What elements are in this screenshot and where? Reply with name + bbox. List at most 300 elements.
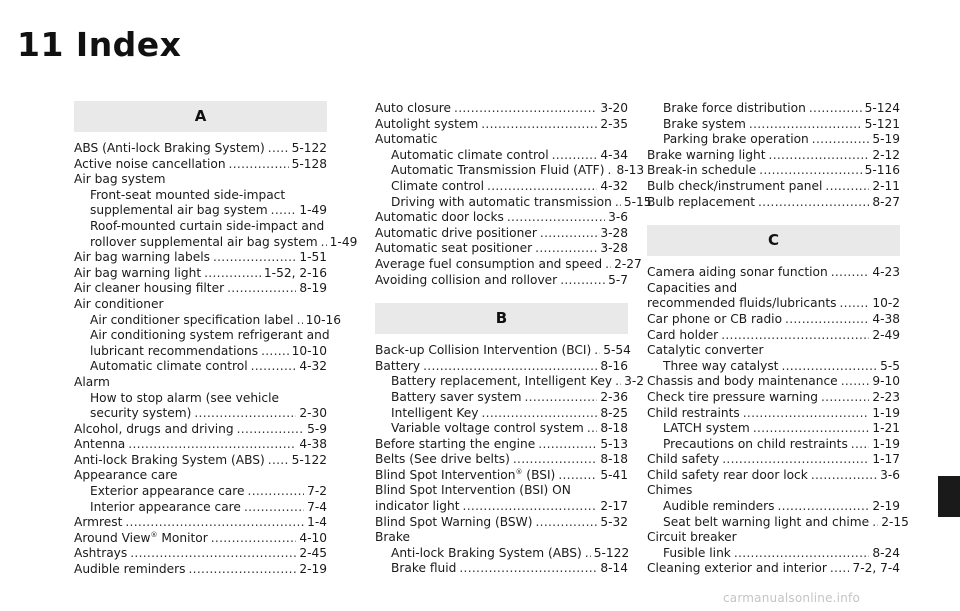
- leader-dots: [743, 406, 870, 422]
- leader-dots: [851, 437, 870, 453]
- entry-label: [391, 179, 484, 195]
- entry-label: [90, 391, 279, 405]
- index-entry: [74, 375, 327, 391]
- page-reference: 4-38: [872, 311, 900, 326]
- entry-label: [391, 148, 549, 164]
- index-subentry: [74, 234, 358, 251]
- index-entry: [375, 132, 628, 148]
- index-entry: [375, 452, 628, 468]
- index-entry: [375, 117, 628, 133]
- page-reference: 2-35: [600, 116, 628, 131]
- page-reference: 3-2: [624, 374, 645, 389]
- index-subentry: [74, 219, 327, 235]
- index-entry: [375, 273, 628, 289]
- entry-label-text: Brake fluid: [391, 561, 457, 576]
- leader-dots: [769, 148, 870, 164]
- index-subentry: [375, 163, 645, 179]
- index-subentry: [375, 374, 645, 390]
- page-reference: 1-49: [329, 234, 358, 249]
- entry-label-text: Precautions on child restraints: [663, 436, 848, 451]
- page-reference: 1-19: [872, 405, 900, 420]
- leader-dots: [721, 328, 869, 344]
- entry-label-text: Antenna: [74, 437, 126, 452]
- entry-label-text: rollover supplemental air bag system: [90, 234, 318, 249]
- entry-label: [74, 375, 110, 389]
- entry-label-text: Air conditioner specification label: [90, 312, 294, 327]
- entry-label: [90, 344, 258, 360]
- entry-label-text: Capacities and: [647, 280, 738, 295]
- entry-label-text: Brake force distribution: [663, 101, 806, 115]
- index-entry: [375, 359, 628, 375]
- entry-label: [391, 390, 521, 406]
- entry-label-suffix: Monitor: [157, 530, 208, 545]
- entry-label: [375, 343, 591, 359]
- leader-dots: [753, 421, 870, 437]
- page-reference: 5-5: [880, 358, 900, 373]
- index-entry: [647, 343, 900, 359]
- entry-label-text: Circuit breaker: [647, 530, 737, 545]
- entry-label-text: Exterior appearance care: [90, 484, 245, 499]
- leader-dots: [812, 132, 870, 148]
- entry-label: [90, 219, 324, 233]
- chapter-tab-marker: [938, 476, 960, 517]
- index-subentry: [74, 188, 327, 204]
- page-reference: 8-16: [600, 358, 628, 373]
- entry-label-text: Automatic door locks: [375, 210, 504, 225]
- registered-mark: ®: [150, 530, 158, 539]
- entry-label: [647, 468, 808, 484]
- entry-label: [663, 499, 775, 515]
- leader-dots: [463, 499, 598, 515]
- entry-label: [74, 546, 127, 562]
- page-reference: 7-2: [307, 484, 327, 499]
- index-entry: [647, 530, 900, 546]
- page-reference: 1-51: [299, 250, 327, 265]
- index-entry: [375, 101, 628, 117]
- leader-dots: [487, 179, 597, 195]
- leader-dots: [615, 195, 621, 211]
- entry-label-text: Battery: [375, 358, 421, 373]
- entry-label-text: Ashtrays: [74, 546, 128, 561]
- entry-label: [74, 157, 226, 173]
- entry-label: [391, 374, 612, 390]
- entry-label-text: Appearance care: [74, 468, 178, 483]
- leader-dots: [268, 141, 289, 157]
- index-entry: [74, 515, 327, 531]
- index-entry: [375, 468, 628, 484]
- leader-dots: [297, 313, 303, 329]
- entry-label-text: Brake system: [663, 116, 746, 131]
- entry-label-text: Intelligent Key: [391, 405, 479, 420]
- index-subentry: [647, 421, 900, 437]
- entry-label: [375, 273, 557, 289]
- entry-label: [647, 452, 719, 468]
- entry-label-text: Child restraints: [647, 405, 740, 420]
- index-entry: [647, 390, 900, 406]
- index-subentry: [74, 391, 327, 407]
- entry-label: [647, 328, 718, 344]
- page-reference: 1-4: [307, 515, 327, 530]
- page-reference: 5-124: [864, 101, 900, 115]
- page-reference: 10-16: [305, 312, 341, 327]
- index-subentry: [74, 203, 327, 219]
- entry-label-text: LATCH system: [663, 421, 750, 436]
- leader-dots: [758, 195, 869, 211]
- page-reference: 1-19: [872, 436, 900, 451]
- index-subentry: [375, 561, 628, 577]
- entry-label: [647, 530, 737, 544]
- entry-label: [375, 468, 555, 484]
- entry-label: [647, 561, 827, 577]
- entry-label-text: Automatic climate control: [90, 359, 248, 374]
- leader-dots: [781, 359, 877, 375]
- index-subentry: [74, 406, 327, 422]
- entry-label-text: Catalytic converter: [647, 343, 764, 358]
- section-header-b: B: [375, 303, 628, 334]
- entry-label-text: Climate control: [391, 178, 485, 193]
- page-reference: 8-13: [616, 163, 645, 178]
- index-column-1: [74, 101, 358, 578]
- entry-label-text: supplemental air bag system: [90, 203, 268, 218]
- entry-label-text: Variable voltage control system: [391, 421, 584, 436]
- entry-label-text: Air bag system: [74, 172, 166, 187]
- entry-label-text: Average fuel consumption and speed: [375, 256, 603, 271]
- entry-label-text: Blind Spot Warning (BSW): [375, 514, 533, 529]
- leader-dots: [722, 452, 869, 468]
- entry-label: [375, 437, 535, 453]
- leader-dots: [825, 179, 869, 195]
- index-entry: [647, 468, 900, 484]
- leader-dots: [261, 344, 289, 360]
- entry-label: [375, 530, 410, 544]
- index-subentry: [74, 359, 327, 375]
- leader-dots: [125, 515, 304, 531]
- page-reference: 5-9: [307, 421, 327, 436]
- leader-dots: [839, 296, 869, 312]
- entry-label-text: Automatic climate control: [391, 147, 549, 162]
- page-reference: 5-116: [864, 163, 900, 178]
- entry-label: [663, 132, 809, 148]
- entry-label: [647, 148, 766, 164]
- index-entry: [647, 148, 900, 164]
- index-column-3: [647, 101, 909, 577]
- page-reference: 8-18: [600, 452, 628, 467]
- page-reference: 5-7: [608, 272, 628, 287]
- registered-mark: ®: [515, 467, 523, 476]
- entry-label: [647, 312, 782, 328]
- page-reference: 2-49: [872, 327, 900, 342]
- index-subentry: [647, 546, 900, 562]
- page-reference: 3-20: [600, 101, 628, 115]
- page-reference: 2-12: [872, 147, 900, 162]
- leader-dots: [194, 406, 296, 422]
- entry-label-text: recommended fluids/lubricants: [647, 296, 837, 311]
- index-subentry: [647, 132, 900, 148]
- leader-dots: [204, 266, 261, 282]
- page-reference: 2-23: [872, 389, 900, 404]
- entry-label: [74, 531, 208, 547]
- page-reference: 2-30: [299, 406, 327, 421]
- leader-dots: [244, 500, 304, 516]
- entry-label-text: Car phone or CB radio: [647, 311, 783, 326]
- page-reference: 5-15: [623, 194, 652, 209]
- index-entry: [74, 281, 327, 297]
- entry-label-text: Chassis and body maintenance: [647, 374, 838, 389]
- entry-label: [375, 483, 571, 497]
- entry-label: [391, 195, 612, 211]
- page-reference: 1-21: [872, 421, 900, 436]
- leader-dots: [734, 546, 869, 562]
- leader-dots: [831, 265, 870, 281]
- index-entry: [647, 561, 900, 577]
- entry-label: [663, 117, 746, 133]
- entry-label: [74, 468, 177, 482]
- index-subentry: [375, 421, 628, 437]
- leader-dots: [189, 562, 297, 578]
- page-reference: 4-10: [299, 530, 327, 545]
- index-subentry: [375, 148, 628, 164]
- page-reference: 4-32: [299, 359, 327, 374]
- entry-label-text: Anti-lock Braking System (ABS): [74, 452, 265, 467]
- entry-label-text: Three way catalyst: [663, 358, 779, 373]
- entry-label-text: Belts (See drive belts): [375, 452, 510, 467]
- leader-dots: [749, 117, 862, 133]
- entry-label-text: Blind Spot Intervention (BSI) ON: [375, 483, 571, 498]
- page-reference: 5-54: [603, 343, 631, 358]
- index-subentry: [74, 484, 327, 500]
- entry-label: [375, 210, 504, 226]
- entry-label-text: Anti-lock Braking System (ABS): [391, 545, 582, 560]
- index-entry: [74, 157, 327, 173]
- leader-dots: [552, 148, 598, 164]
- entry-label: [375, 226, 537, 242]
- entry-label-text: Bulb replacement: [647, 194, 755, 209]
- page-reference: 2-36: [600, 389, 628, 404]
- entry-label-suffix: (BSI): [522, 467, 556, 482]
- index-subentry: [375, 194, 652, 211]
- entry-label-text: Front-seat mounted side-impact: [90, 187, 286, 202]
- page-reference: 1-52, 2-16: [263, 265, 327, 280]
- entry-label-text: Break-in schedule: [647, 163, 757, 178]
- page-reference: 10-10: [291, 343, 327, 358]
- entry-label-text: Roof-mounted curtain side-impact and: [90, 218, 325, 233]
- entry-label-text: indicator light: [375, 499, 460, 514]
- leader-dots: [229, 157, 289, 173]
- entry-label-text: security system): [90, 406, 192, 421]
- page-title: 11 Index: [17, 25, 182, 64]
- leader-dots: [227, 281, 296, 297]
- leader-dots: [251, 359, 297, 375]
- index-entry: [375, 437, 628, 453]
- index-entry: [74, 141, 327, 157]
- page-reference: 8-18: [600, 421, 628, 436]
- page-reference: 2-11: [872, 178, 900, 193]
- index-entry: [375, 226, 628, 242]
- entry-label: [391, 546, 582, 562]
- entry-label-text: Camera aiding sonar function: [647, 265, 828, 280]
- index-subentry: [647, 117, 900, 133]
- entry-label: [375, 101, 451, 117]
- page-reference: 8-24: [872, 545, 900, 560]
- index-entry: [375, 515, 628, 531]
- index-entry: [375, 343, 631, 359]
- entry-label: [647, 163, 756, 179]
- leader-dots: [211, 531, 297, 547]
- index-entry: [74, 562, 327, 578]
- entry-label: [647, 265, 828, 281]
- page-reference: 5-122: [291, 141, 327, 155]
- index-subentry: [375, 390, 628, 406]
- page-reference: 5-128: [291, 156, 327, 171]
- entry-label: [647, 179, 822, 195]
- index-subentry: [647, 514, 909, 531]
- index-entry: [74, 266, 327, 282]
- entry-label-text: Fusible link: [663, 545, 731, 560]
- entry-label: [391, 406, 478, 422]
- leader-dots: [237, 422, 304, 438]
- entry-label-text: Air cleaner housing filter: [74, 281, 225, 296]
- index-entry: [74, 172, 327, 188]
- index-entry: [74, 422, 327, 438]
- index-entry: [74, 453, 327, 469]
- entry-label: [647, 374, 838, 390]
- leader-dots: [587, 421, 598, 437]
- entry-label-text: ABS (Anti-lock Braking System): [74, 141, 265, 155]
- entry-label-text: Autolight system: [375, 116, 479, 131]
- entry-label: [375, 257, 602, 273]
- leader-dots: [271, 203, 297, 219]
- entry-label-text: Seat belt warning light and chime: [663, 514, 870, 529]
- index-entry: [375, 499, 628, 515]
- entry-label-text: Around View: [74, 530, 151, 545]
- entry-label: [375, 241, 532, 257]
- entry-label: [74, 172, 165, 186]
- leader-dots: [535, 515, 597, 531]
- page-reference: 7-2, 7-4: [852, 561, 900, 576]
- entry-label: [375, 117, 478, 133]
- entry-label: [663, 546, 731, 562]
- index-entry: [647, 312, 900, 328]
- index-subentry: [375, 179, 628, 195]
- page-reference: 7-4: [307, 499, 327, 514]
- index-column-2: [375, 101, 652, 577]
- index-subentry: [74, 328, 330, 344]
- leader-dots: [513, 452, 597, 468]
- leader-dots: [560, 273, 605, 289]
- entry-label: [375, 359, 420, 375]
- leader-dots: [507, 210, 605, 226]
- entry-label: [90, 484, 245, 500]
- entry-label: [375, 515, 532, 531]
- index-entry: [647, 296, 900, 312]
- index-entry: [74, 531, 327, 547]
- page-reference: 3-6: [880, 467, 900, 482]
- entry-label-text: Battery replacement, Intelligent Key: [391, 374, 613, 389]
- index-entry: [375, 530, 628, 546]
- entry-label: [647, 406, 740, 422]
- entry-label-text: Air bag warning labels: [74, 250, 210, 265]
- page-reference: 4-23: [872, 265, 900, 280]
- page-reference: 5-122: [593, 545, 630, 560]
- index-entry: [647, 163, 900, 179]
- entry-label-text: Interior appearance care: [90, 499, 241, 514]
- leader-dots: [607, 163, 613, 179]
- entry-label-text: Driving with automatic transmission: [391, 194, 612, 209]
- entry-label-text: Chimes: [647, 483, 693, 498]
- entry-label-text: Automatic: [375, 132, 438, 147]
- entry-label: [647, 296, 836, 312]
- entry-label: [90, 500, 241, 516]
- leader-dots: [785, 312, 869, 328]
- page-reference: 4-38: [299, 437, 327, 452]
- leader-dots: [248, 484, 305, 500]
- entry-label: [663, 359, 778, 375]
- page-reference: 1-17: [872, 452, 900, 467]
- leader-dots: [213, 250, 296, 266]
- entry-label: [647, 281, 737, 295]
- leader-dots: [423, 359, 597, 375]
- entry-label: [375, 132, 438, 146]
- leader-dots: [811, 468, 877, 484]
- leader-dots: [540, 226, 597, 242]
- entry-label: [391, 421, 584, 437]
- index-subentry: [647, 101, 900, 117]
- entry-label: [647, 390, 818, 406]
- entry-label-text: Avoiding collision and rollover: [375, 272, 558, 287]
- index-subentry: [375, 406, 628, 422]
- index-subentry: [375, 546, 628, 562]
- entry-label-text: lubricant recommendations: [90, 343, 259, 358]
- leader-dots: [535, 241, 597, 257]
- entry-label-text: Parking brake operation: [663, 132, 809, 147]
- index-subentry: [647, 437, 900, 453]
- entry-label-text: Alarm: [74, 374, 110, 389]
- index-entry: [375, 483, 628, 499]
- entry-label: [90, 328, 330, 342]
- entry-label: [74, 297, 163, 311]
- index-entry: [375, 210, 628, 226]
- entry-label-text: Bulb check/instrument panel: [647, 178, 823, 193]
- entry-label-text: Back-up Collision Intervention (BCI): [375, 343, 592, 358]
- section-header-c: C: [647, 225, 900, 256]
- entry-label-text: Child safety rear door lock: [647, 467, 808, 482]
- leader-dots: [821, 390, 869, 406]
- index-entry: [74, 297, 327, 313]
- entry-label-text: Armrest: [74, 515, 123, 530]
- page-reference: 2-15: [881, 514, 909, 529]
- entry-label: [74, 562, 186, 578]
- entry-label: [663, 515, 869, 531]
- index-subentry: [74, 500, 327, 516]
- leader-dots: [809, 101, 862, 117]
- index-subentry: [647, 499, 900, 515]
- entry-label: [663, 101, 806, 117]
- entry-label-text: Air conditioning system refrigerant and: [90, 328, 330, 343]
- entry-label: [375, 499, 460, 515]
- page-reference: 9-10: [872, 374, 900, 389]
- entry-label: [663, 437, 848, 453]
- leader-dots: [268, 453, 289, 469]
- page-reference: 5-32: [600, 514, 628, 529]
- page-reference: 3-6: [608, 210, 628, 225]
- index-entry: [647, 452, 900, 468]
- index-subentry: [74, 344, 327, 360]
- leader-dots: [830, 561, 850, 577]
- index-entry: [647, 328, 900, 344]
- index-entry: [647, 406, 900, 422]
- entry-label: [375, 452, 510, 468]
- page-reference: 4-34: [600, 147, 628, 162]
